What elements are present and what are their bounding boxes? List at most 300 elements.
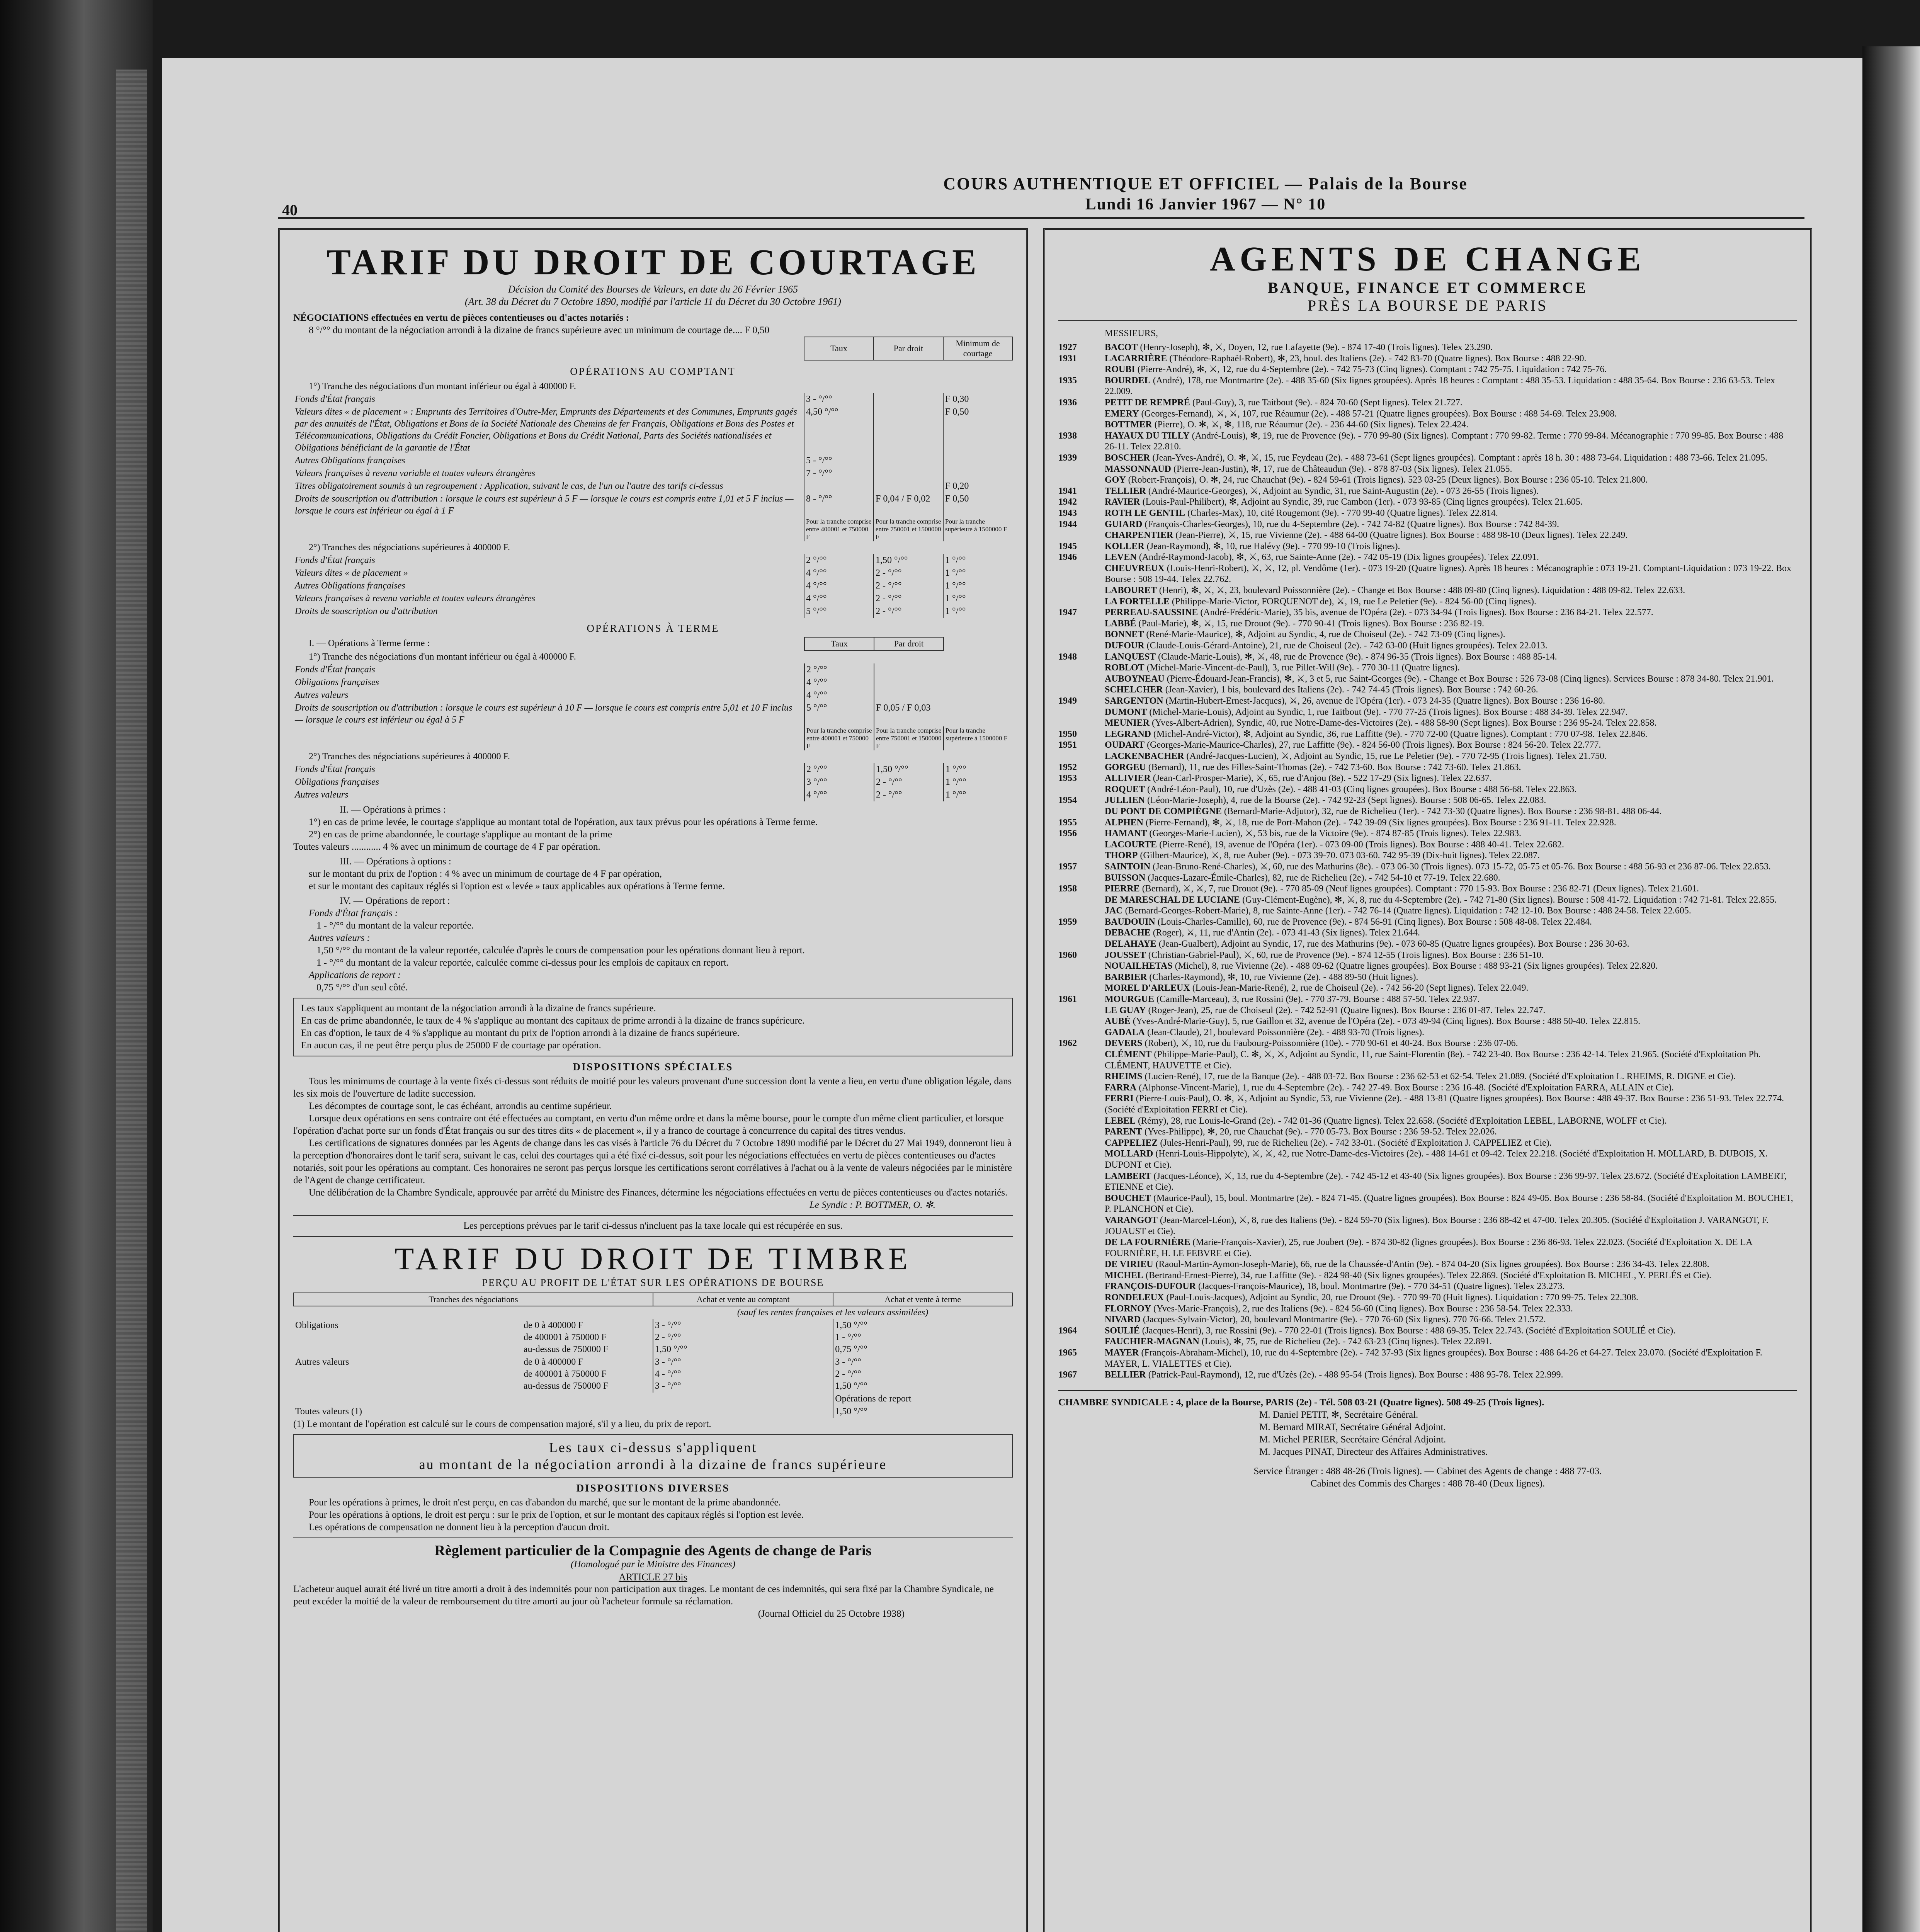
agent-entry (1058, 530, 1797, 541)
agent-entry (1058, 1292, 1797, 1303)
service-line-1: Service Étranger : 488 48-26 (Trois lignes). — Cabinet des Agents de change : 488 77-03. (1253, 1466, 1602, 1476)
agent-year: 1942 (1058, 497, 1077, 507)
comptant-row (293, 493, 1012, 517)
agent-details: (Yves-Philippe), ✻, 20, rue Chauchat (9e). - 770 05-73. Box Bourse : 236 59-52. Telex 22.026. (1144, 1127, 1497, 1137)
reglement-title: Règlement particulier de la Compagnie des Agents de change de Paris (434, 1543, 872, 1559)
agent-year: 1941 (1058, 486, 1077, 496)
terme-row-droit: F 0,05 / F 0,03 (874, 702, 944, 726)
agent-year: 1955 (1058, 817, 1077, 828)
agent-details: (Jean-Carl-Prosper-Marie), ⚔, 65, rue d'Anjou (8e). - 522 17-29 (Six lignes). Telex 22.637. (1153, 773, 1492, 784)
agent-name: LACARRIÈRE (1105, 353, 1167, 364)
agent-details: (Georges-Marie-Lucien), ⚔, 53 bis, rue de la Victoire (9e). - 874 87-85 (Trois lignes). Telex 22.983. (1149, 828, 1521, 839)
agent-year: 1960 (1058, 950, 1077, 960)
agent-year: 1951 (1058, 740, 1077, 750)
agent-name: FLORNOY (1105, 1303, 1151, 1314)
agent-name: GUIARD (1105, 519, 1143, 529)
agent-year: 1949 (1058, 696, 1077, 706)
tranche-row (293, 763, 1013, 776)
dispositions-diverses (293, 1497, 1013, 1534)
terme-tranche-header-2: Pour la tranche comprise entre 750001 et 1500000 F (874, 726, 944, 750)
comptant-row-taux (804, 480, 874, 493)
agent-entry (1058, 806, 1797, 817)
agent-name: EMERY (1105, 408, 1139, 419)
agent-details: (Jacques-Sylvain-Victor), 20, boulevard Montmartre (9e). - 770 76-60 (Six lignes). 770 76-66. Telex 21.572. (1143, 1315, 1546, 1325)
agents-subtitle-1: BANQUE, FINANCE ET COMMERCE (1268, 279, 1588, 296)
tranche-row (293, 789, 1013, 801)
agent-details: (Paul-Guy), 3, rue Taitbout (9e). - 824 70-60 (Sept lignes). Telex 21.727. (1192, 397, 1463, 408)
agent-name: MASSONNAUD (1105, 464, 1172, 474)
agent-name: DUFOUR (1105, 641, 1145, 651)
agent-details: (Bernard-Marie-Adjutor), 32, rue de Richelieu (1er). - 742 73-30 (Quatre lignes). Box Bourse : 236 98-81. 488 06-44. (1224, 806, 1662, 816)
disposition-paragraph: Les certifications de signatures données par les Agents de change dans les cas visés à l'article 76 du Décret du 7 Octobre 1890 modifié par le Décret du 27 Mai 1949, donneront lieu à la perception d'honoraires dont le tarif sera, suivant le cas, celui des courtages qui a été fixé ci-dessus, soit pour les négociations effectuées en vertu de pièces contentieuses ou d'actes notariés, soit pour les opérations au comptant. Ces honoraires ne seront pas perçus lorsque les certifications seront corrélatives à l'achat ou à la vente de valeurs négociées par le ministère de l'Agent de change certificateur. (293, 1138, 1012, 1185)
agent-name: VARANGOT (1105, 1215, 1158, 1225)
timbre-tranche-2: de 400001 à 750000 F (524, 1369, 607, 1379)
agents-title: AGENTS DE CHANGE (1210, 240, 1646, 278)
timbre-cell: 4 - °/°° (655, 1369, 681, 1379)
agent-year: 1927 (1058, 342, 1077, 352)
agent-entry (1058, 452, 1797, 464)
agent-name: MOREL D'ARLEUX (1105, 983, 1190, 993)
timbre-cell: 1,50 °/°° (835, 1381, 867, 1391)
agent-entry (1058, 519, 1797, 530)
tranche-row-a: 4 °/°° (804, 789, 874, 801)
comptant-row-taux: 8 - °/°° (804, 493, 874, 517)
agent-name: LAMBERT (1105, 1171, 1151, 1181)
tranche-row-label: Autres Obligations françaises (295, 581, 405, 591)
book-binding (0, 0, 153, 1932)
chambre-member: M. Michel PERIER, Secrétaire Général Adjoint. (1259, 1434, 1446, 1445)
agent-name: BELLIER (1105, 1370, 1146, 1380)
agent-details: (Jules-Henri-Paul), 99, rue de Richelieu (2e). - 742 33-01. (Société d'Exploitation J. CAPPELIEZ et Cie). (1160, 1138, 1552, 1148)
agent-entry (1058, 872, 1797, 884)
agent-details: (Georges-Fernand), ⚔, ⚔, 107, rue Réaumur (2e). - 488 57-21 (Quatre lignes groupées). Box Bourse : 488 54-69. Telex 23.908. (1141, 408, 1617, 419)
box-note-2: En cas de prime abandonnée, le taux de 4 % s'applique au montant des capitaux de prime arrondi à la dizaine de francs supérieure. (301, 1015, 805, 1026)
agent-details: (Pierre-André), ✻, ⚔, 12, rue du 4-Septembre (2e). - 742 75-73 (Cinq lignes). Comptant : 742 75-75. Liquidation : 742 75-76. (1137, 364, 1607, 375)
agent-entry (1058, 596, 1797, 607)
agent-name: ROQUET (1105, 784, 1145, 794)
agent-name: JOUSSET (1105, 950, 1146, 960)
agent-name: ROBLOT (1105, 663, 1145, 673)
agent-details: (Louis-Charles-Camille), 60, rue de Provence (9e). - 874 56-91 (Cinq lignes). Box Bourse : 508 48-08. Telex 22.484. (1157, 917, 1592, 927)
agent-name: BOURDEL (1105, 375, 1151, 386)
timbre-box-line1: Les taux ci-dessus s'appliquent (549, 1440, 757, 1455)
report-6: Applications de report : (309, 970, 401, 980)
agent-details: (Louis-Paul-Philibert), ✻, Adjoint au Syndic, 39, rue Cambon (1er). - 073 93-85 (Cinq lignes groupées). Telex 21.605. (1142, 497, 1583, 507)
agent-year: 1958 (1058, 884, 1077, 894)
agent-entry (1058, 563, 1797, 585)
agent-name: CHEUVREUX (1105, 563, 1165, 573)
divider (293, 1537, 1013, 1538)
report-1: Fonds d'État français : (309, 908, 398, 918)
terme-row-label: Fonds d'État français (295, 665, 375, 675)
terme-row-taux: 2 °/°° (804, 663, 874, 676)
agent-details: (Martin-Hubert-Ernest-Jacques), ⚔, 26, avenue de l'Opéra (1er). - 073 24-35 (Quatre lignes). Box Bourse : 236 16-80. (1165, 696, 1605, 706)
comptant-row-min (943, 467, 1012, 480)
agent-details: (Paul-Louis-Jacques), Adjoint au Syndic, 20, rue Drouot (9e). - 770 99-70 (Huit lignes). Liquidation : 770 99-75. Telex 22.308. (1166, 1293, 1639, 1303)
agent-entry (1058, 1347, 1797, 1369)
terme-tranche2: 2°) Tranches des négociations supérieures à 400000 F. (309, 752, 510, 762)
terme-col-par-droit: Par droit (874, 637, 944, 650)
timbre-cell: 3 - °/°° (655, 1357, 681, 1367)
agent-name: SARGENTON (1105, 696, 1163, 706)
agent-entry (1058, 1116, 1797, 1127)
agent-details: (Louis), ✻, 75, rue de Richelieu (2e). - 742 63-23 (Cinq lignes). Telex 22.891. (1201, 1337, 1492, 1347)
agent-year: 1957 (1058, 861, 1077, 872)
agent-details: (Rémy), 28, rue Louis-le-Grand (2e). - 742 01-36 (Quatre lignes). Telex 22.658. (Société d'Exploitation LEBEL, LABORNE, WOLFF et Cie). (1138, 1116, 1667, 1126)
agent-entry (1058, 1027, 1797, 1038)
agent-details: (Bernard), 11, rue des Filles-Saint-Thomas (2e). - 742 73-60. Box Bourse : 742 73-60. Telex 21.863. (1148, 762, 1521, 772)
tranche-row-b: 1,50 °/°° (874, 554, 943, 567)
agent-details: (Marie-François-Xavier), 25, rue Joubert (9e). - 874 30-82 (lignes groupées). Box Bourse : 236 86-93. Telex 22.023. (Société d'Exploitation X. DE LA FOURNIÈRE, H. LE FEBVRE et Cie). (1105, 1237, 1752, 1259)
timbre-toutes-value: 1,50 °/°° (833, 1405, 1012, 1418)
agent-year: 1931 (1058, 353, 1077, 364)
tranche-row-b: 2 - °/°° (874, 789, 944, 801)
agent-year: 1964 (1058, 1325, 1077, 1336)
agent-name: NIVARD (1105, 1315, 1141, 1325)
tranche-row (293, 776, 1013, 789)
agent-entry (1058, 795, 1797, 806)
agent-details: (Pierre-Fernand), ✻, ⚔, 18, rue de Port-Mahon (2e). - 742 39-09 (Six lignes groupées). Box Bourse : 236 91-11. Telex 22.928. (1146, 817, 1616, 828)
negociations-intro: NÉGOCIATIONS effectuées en vertu de pièces contentieuses ou d'actes notariés : (293, 313, 629, 323)
agent-details: (Jean-Xavier), 1 bis, boulevard des Italiens (2e). - 742 74-45 (Trois lignes). Box Bourse : 742 60-26. (1165, 685, 1538, 695)
agent-year: 1954 (1058, 795, 1077, 806)
agent-name: PIERRE (1105, 884, 1140, 894)
agent-name: JULLIEN (1105, 795, 1145, 806)
agent-entry (1058, 640, 1797, 651)
tranche-row-a: 2 °/°° (804, 763, 874, 776)
agent-entry (1058, 983, 1797, 994)
agent-entry (1058, 1215, 1797, 1237)
agent-year: 1952 (1058, 762, 1077, 772)
agent-name: MICHEL (1105, 1270, 1144, 1281)
agent-entry (1058, 1281, 1797, 1292)
right-column (1043, 228, 1812, 1932)
dispositions-speciales-heading: DISPOSITIONS SPÉCIALES (573, 1061, 733, 1073)
timbre-col-terme: Achat et vente à terme (833, 1293, 1012, 1306)
agent-details: (Alphonse-Vincent-Marie), 1, rue du 4-Septembre (2e). - 742 27-49. Box Bourse : 236 16-48. (Société d'Exploitation FARRA, ALLAIN et Cie). (1139, 1082, 1674, 1093)
agent-details: (Pierre), O. ✻, ⚔, ✻, 118, rue Réaumur (2e). - 236 44-60 (Six lignes). Telex 22.424. (1154, 420, 1469, 430)
agent-details: (Yves-André-Marie-Guy), 5, rue Gaillon et 32, avenue de l'Opéra (2e). - 073 49-94 (Cinq lignes). Box Bourse : 488 50-40. Telex 22.815. (1133, 1016, 1641, 1027)
agent-details: (Jacques-Henri), 3, rue Rossini (9e). - 770 22-01 (Trois lignes). Box Bourse : 488 69-35. Telex 22.743. (Société d'Exploitation SOULIÉ et Cie). (1142, 1325, 1676, 1336)
tranche-row-b: 2 - °/°° (874, 776, 944, 789)
agent-details: (Louis-Henri-Robert), ⚔, ⚔, 12, pl. Vendôme (1er). - 073 19-20 (Quatre lignes). Après 18 heures : Mécanographie : 073 19-21. Comptant-Liquidation : 073 19-22. Box Bourse : 508 19-44. Telex 22.762. (1105, 563, 1791, 585)
agent-entry (1058, 762, 1797, 773)
agent-details: (René-Marie-Maurice), ✻, Adjoint au Syndic, 4, rue de Choiseul (2e). - 742 73-09 (Cinq lignes). (1146, 629, 1505, 640)
agent-year: 1938 (1058, 430, 1077, 441)
agent-year: 1967 (1058, 1370, 1077, 1380)
comptant-row-label: Droits de souscription ou d'attribution : lorsque le cours est supérieur à 5 F — lorsque le cours est compris entre 1,01 et 5 F inclus — lorsque le cours est inférieur ou égal à 1 F (295, 494, 794, 516)
agent-details: (Henri-Louis-Hippolyte), ⚔, ⚔, 42, rue Notre-Dame-des-Victoires (2e). - 488 14-61 et 09-42. Telex 22.218. (Société d'Exploitation H. MOLLARD, B. DUBOIS, X. DUPONT et Cie). (1105, 1149, 1768, 1170)
agent-entry (1058, 1171, 1797, 1193)
agent-details: (André-Maurice-Georges), ⚔, Adjoint au Syndic, 31, rue Saint-Augustin (2e). - 073 26-55 (Trois lignes). (1148, 486, 1539, 496)
agent-entry (1058, 1259, 1797, 1270)
chambre-address: CHAMBRE SYNDICALE : 4, place de la Bourse, PARIS (2e) - Tél. 508 03-21 (Quatre lignes). 508 49-25 (Trois lignes). (1058, 1397, 1544, 1408)
agent-year: 1953 (1058, 773, 1077, 784)
agent-entry (1058, 1093, 1797, 1115)
timbre-cell: 2 - °/°° (655, 1332, 681, 1342)
comptant-table (293, 337, 1013, 618)
agent-name: DEBACHE (1105, 928, 1151, 938)
agent-entry (1058, 740, 1797, 751)
disposition-paragraph: Une délibération de la Chambre Syndicale, approuvée par arrêté du Ministre des Finances, détermine les négociations effectuées en vertu de pièces contentieuses ou d'actes notariés. (309, 1187, 1008, 1198)
terme-row-label: Autres valeurs (295, 690, 349, 700)
agent-name: NOUAILHETAS (1105, 961, 1173, 971)
options-heading: III. — Opérations à options : (340, 856, 451, 867)
agent-details: (Claude-Marie-Louis), ✻, ⚔, 48, rue de Provence (9e). - 874 96-35 (Trois lignes). Box Bourse : 488 85-14. (1158, 651, 1557, 662)
terme-row-droit (874, 689, 944, 702)
comptant-row-droit (874, 406, 943, 454)
comptant-row-label: Fonds d'État français (295, 394, 375, 404)
terme-row (293, 689, 1013, 702)
terme-row-empty (944, 676, 1013, 689)
agent-details: (André-Frédéric-Marie), 35 bis, avenue de l'Opéra (2e). - 073 34-94 (Trois lignes). Box Bourse : 236 84-21. Telex 22.577. (1200, 607, 1653, 618)
terme-row-taux: 4 °/°° (804, 689, 874, 702)
courtage-title: TARIF DU DROIT DE COURTAGE (327, 242, 980, 282)
agent-entry (1058, 1325, 1797, 1337)
tranche-row-label: Valeurs dites « de placement » (295, 568, 408, 578)
agent-details: (Paul-Marie), ✻, ⚔, 15, rue Drouot (9e). - 770 90-41 (Trois lignes). Box Bourse : 236 82-19. (1138, 618, 1484, 629)
agent-name: RHEIMS (1105, 1071, 1143, 1082)
agent-name: CLÉMENT (1105, 1049, 1152, 1060)
timbre-toutes-label: Toutes valeurs (1) (295, 1406, 362, 1417)
comptant-row (293, 467, 1012, 480)
agent-entry (1058, 585, 1797, 596)
agent-entry (1058, 861, 1797, 872)
agent-entry (1058, 673, 1797, 685)
agent-entry (1058, 353, 1797, 364)
agent-name: DE LA FOURNIÈRE (1105, 1237, 1190, 1248)
comptant-tranche1: 1°) Tranche des négociations d'un montant inférieur ou égal à 400000 F. (309, 381, 576, 391)
timbre-table (293, 1293, 1013, 1418)
agent-name: SOULIÉ (1105, 1325, 1140, 1336)
options-1: sur le montant du prix de l'option : 4 % avec un minimum de courtage de 4 F par opération, (309, 869, 662, 879)
dispositions-speciales (293, 1075, 1013, 1199)
agent-entry (1058, 707, 1797, 718)
agent-details: (Jean-Claude), 21, boulevard Poissonnière (2e). - 488 93-70 (Trois lignes). (1147, 1027, 1424, 1037)
tranche-row-c: 1 °/°° (943, 567, 1012, 580)
agent-year: 1936 (1058, 397, 1077, 408)
reglement-article: ARTICLE 27 bis (619, 1571, 687, 1583)
agent-entry (1058, 1336, 1797, 1347)
box-note-4: En aucun cas, il ne peut être perçu plus de 25000 F de courtage par opération. (301, 1040, 601, 1051)
agent-entry (1058, 751, 1797, 762)
agent-name: RONDELEUX (1105, 1293, 1164, 1303)
agent-name: RAVIER (1105, 497, 1140, 507)
agent-details: (Jacques-François-Maurice), 18, boul. Montmartre (9e). - 770 34-51 (Quatre lignes). Telex 23.273. (1198, 1281, 1565, 1292)
terme-tranche1: 1°) Tranche des négociations d'un montant inférieur ou égal à 400000 F. (309, 652, 576, 662)
agent-name: DUMONT (1105, 707, 1147, 717)
agent-name: DE MARESCHAL DE LUCIANE (1105, 895, 1240, 905)
comptant-row-droit (874, 454, 943, 467)
tranche-row-label: Valeurs françaises à revenu variable et toutes valeurs étrangères (295, 594, 536, 604)
tranche-row-a: 3 °/°° (804, 776, 874, 789)
agent-entry (1058, 397, 1797, 408)
comptant-row-droit (874, 467, 943, 480)
tranche-row-label: Droits de souscription ou d'attribution (295, 606, 438, 616)
agent-name: DE VIRIEU (1105, 1259, 1153, 1270)
comptant-row-label: Valeurs françaises à revenu variable et toutes valeurs étrangères (295, 468, 536, 478)
agent-details: (Jacques-Léonce), ⚔, 13, rue du 4-Septembre (2e). - 742 45-12 et 43-40 (Six lignes groupées). Box Bourse : 236 99-97. Telex 23.672. (Société d'Exploitation LAMBERT, ETIENNE et Cie). (1105, 1171, 1787, 1192)
agent-details: (Charles-Max), 10, cité Rougemont (9e). - 770 99-40 (Quatre lignes). Telex 22.814. (1187, 508, 1498, 518)
agent-entry (1058, 994, 1797, 1005)
col-taux: Taux (804, 337, 874, 360)
timbre-cell: 1,50 °/°° (655, 1344, 687, 1354)
tranche-row (293, 554, 1012, 567)
agent-entry (1058, 1237, 1797, 1259)
agent-year: 1943 (1058, 508, 1077, 518)
agent-entry (1058, 629, 1797, 640)
report-2: 1 - °/°° du montant de la valeur reportée. (316, 920, 474, 931)
agent-name: ROTH LE GENTIL (1105, 508, 1185, 518)
timbre-obligations-label: Obligations (295, 1320, 338, 1330)
agent-entry (1058, 1138, 1797, 1149)
diverse-paragraph: Pour les opérations à options, le droit est perçu : sur le prix de l'option, et sur le montant des capitaux réglés si l'option est levée. (309, 1510, 804, 1520)
timbre-cell: 0,75 °/°° (835, 1344, 867, 1354)
agent-name: TELLIER (1105, 486, 1146, 496)
page-number: 40 (282, 201, 298, 219)
divider (293, 1215, 1013, 1216)
tranche-row (293, 580, 1012, 592)
agent-entry (1058, 696, 1797, 707)
timbre-subtitle: PERÇU AU PROFIT DE L'ÉTAT SUR LES OPÉRATIONS DE BOURSE (482, 1277, 824, 1288)
tranche-row-label: Autres valeurs (295, 790, 349, 800)
divider (293, 1236, 1013, 1237)
box-note-1: Les taux s'appliquent au montant de la négociation arrondi à la dizaine de francs supérieure. (301, 1003, 656, 1014)
primes-abandonnee: 2°) en cas de prime abandonnée, le courtage s'applique au montant de la prime (309, 829, 612, 840)
agent-year: 1948 (1058, 651, 1077, 662)
agent-details: (Guy-Clément-Eugène), ✻, ⚔, 8, rue du 4-Septembre (2e). - 742 71-80 (Six lignes). Bourse : 508 41-72. Liquidation : 742 71-81. Telex 22.855. (1242, 895, 1777, 905)
agent-name: CAPPELIEZ (1105, 1138, 1158, 1148)
tranche-row-b: 2 - °/°° (874, 567, 943, 580)
agent-details: (Pierre-René), 19, avenue de l'Opéra (1er). - 073 09-00 (Trois lignes). Box Bourse : 488 40-41. Telex 22.682. (1159, 839, 1564, 850)
agent-name: LA FORTELLE (1105, 596, 1170, 607)
agent-name: CHARPENTIER (1105, 530, 1173, 541)
terme-row-empty (944, 702, 1013, 726)
agent-entry (1058, 474, 1797, 486)
agent-name: FARRA (1105, 1082, 1137, 1093)
terme-row (293, 702, 1013, 726)
agent-name: LE GUAY (1105, 1005, 1146, 1015)
chambre-member: M. Jacques PINAT, Directeur des Affaires Administratives. (1259, 1446, 1488, 1457)
report-5: 1 - °/°° du montant de la valeur reportée, calculée comme ci-dessus pour les emplois de capitaux en report. (316, 957, 729, 968)
chambre-member: M. Daniel PETIT, ✻, Secrétaire Général. (1259, 1409, 1418, 1420)
agent-name: DELAHAYE (1105, 939, 1156, 949)
timbre-report-label: Opérations de report (833, 1393, 1012, 1405)
left-column (278, 228, 1028, 1932)
comptant-row-taux: 5 - °/°° (804, 454, 874, 467)
terme-tranche-header-1: Pour la tranche comprise entre 400001 et 750000 F (804, 726, 874, 750)
agent-details: (Yves-Marie-François), 2, rue des Italiens (9e). - 824 56-60 (Cinq lignes). Box Bourse : 236 58-54. Telex 22.333. (1153, 1303, 1573, 1314)
agent-name: BUISSON (1105, 872, 1146, 883)
timbre-note: (1) Le montant de l'opération est calculé sur le cours de compensation majoré, s'il y a lieu, du prix de report. (293, 1419, 711, 1429)
agent-name: LABOURET (1105, 585, 1157, 596)
agent-year: 1965 (1058, 1348, 1077, 1358)
agent-year: 1950 (1058, 729, 1077, 739)
service-info (1058, 1465, 1797, 1490)
agent-details: (Louis-Jean-Marie-René), 2, rue de Choiseul (2e). - 742 56-20 (Sept lignes). Telex 22.049. (1192, 983, 1529, 993)
agent-name: GADALA (1105, 1027, 1145, 1037)
agent-details: (Henri), ✻, ⚔, ⚔, 23, boulevard Poissonnière (2e). - Change et Box Bourse : 488 09-80 (Cinq lignes). Liquidation : 488 09-82. Telex 22.633. (1159, 585, 1685, 596)
agent-entry (1058, 917, 1797, 928)
tranche-row-b: 2 - °/°° (874, 592, 943, 605)
agent-name: HAMANT (1105, 828, 1147, 839)
agent-entry (1058, 927, 1797, 939)
comptant-row-droit: F 0,04 / F 0,02 (874, 493, 943, 517)
agent-details: (André), 178, rue Montmartre (2e). - 488 35-60 (Six lignes groupées). Après 18 heures : Comptant : 488 35-53. Liquidation : 488 35-64. Box Bourse : 236 63-53. Telex 22.009. (1105, 375, 1775, 397)
report-4: 1,50 °/°° du montant de la valeur reportée, calculée d'après le cours de compensation pour les opérations donnant lieu à report. (316, 945, 805, 956)
tranche-row (293, 605, 1012, 618)
agent-year: 1956 (1058, 828, 1077, 839)
tranche-header-3: Pour la tranche supérieure à 1500000 F (943, 517, 1012, 541)
agent-entry (1058, 1126, 1797, 1138)
agent-name: LACKENBACHER (1105, 751, 1184, 761)
timbre-tranche-3: au-dessus de 750000 F (524, 1344, 609, 1354)
agent-name: ALLIVIER (1105, 773, 1151, 784)
agent-entry (1058, 961, 1797, 972)
tranche-row-c: 1 °/°° (943, 605, 1012, 618)
comptant-row-label: Valeurs dites « de placement » : Emprunts des Territoires d'Outre-Mer, Emprunts des Départements et des Communes, Emprunts gagés par des annuités de l'État, Obligations et Bons de la Société Nationale des Chemins de fer Français, Obligations et Bons des Postes et Télécommunications, Obligations du Crédit Foncier, Obligations et Bons du Crédit National, Parts des Sociétés nationalisées et Obligations bénéficiant de la garantie de l'État (295, 407, 797, 453)
agent-entry (1058, 850, 1797, 861)
agent-details: (Jean-Pierre), ⚔, 15, rue Vivienne (2e). - 488 64-00 (Quatre lignes). Box Bourse : 488 98-10 (Deux lignes). Telex 22.249. (1175, 530, 1628, 541)
timbre-col-tranches: Tranches des négociations (294, 1293, 653, 1306)
agent-name: BONNET (1105, 629, 1144, 640)
agent-details: (Patrick-Paul-Raymond), 12, rue d'Uzès (2e). - 488 95-54 (Trois lignes). Box Bourse : 488 95-78. Telex 22.999. (1148, 1370, 1563, 1380)
agent-year: 1961 (1058, 994, 1077, 1005)
terme-row-label: Droits de souscription ou d'attribution : lorsque le cours est supérieur à 10 F — lorsque le cours est compris entre 5,01 et 10 F inclus — lorsque le cours est inférieur ou égal à 5 F (295, 703, 792, 725)
agent-year: 1935 (1058, 375, 1077, 386)
agent-entry (1058, 375, 1797, 397)
agent-details: (Claude-Louis-Gérard-Antoine), 21, rue de Choiseul (2e). - 742 63-00 (Huit lignes groupées). Telex 22.013. (1146, 641, 1548, 651)
timbre-cell: 1,50 °/°° (835, 1320, 867, 1330)
comptant-row (293, 480, 1012, 493)
header-rule (278, 217, 1804, 219)
terme-heading: OPÉRATIONS À TERME (587, 622, 719, 634)
timbre-tranche-1: de 0 à 400000 F (524, 1357, 583, 1367)
agent-details: (André-Jacques-Lucien), ⚔, Adjoint au Syndic, 15, rue Le Peletier (9e). - 770 72-95 (Trois lignes). Telex 21.750. (1186, 751, 1607, 761)
tranche-row-a: 2 °/°° (804, 554, 874, 567)
tranche-row-b: 1,50 °/°° (874, 763, 944, 776)
timbre-cell: 1 - °/°° (835, 1332, 861, 1342)
agent-name: GOY (1105, 475, 1126, 485)
tranche-row-a: 5 °/°° (804, 605, 874, 618)
agent-name: LEGRAND (1105, 729, 1151, 739)
timbre-cell: 3 - °/°° (655, 1320, 681, 1330)
agent-entry (1058, 408, 1797, 420)
agent-entry (1058, 1082, 1797, 1094)
agent-name: HAYAUX DU TILLY (1105, 430, 1190, 441)
agent-entry (1058, 607, 1797, 618)
agent-details: (Maurice-Paul), 15, boul. Montmartre (2e). - 824 71-45. (Quatre lignes groupées). Box Bourse : 824 49-05. Box Bourse : 236 58-84. (Société d'Exploitation M. BOUCHET, P. PLANCHON et Cie). (1105, 1193, 1793, 1214)
timbre-box (293, 1434, 1013, 1478)
agent-name: PETIT DE REMPRÉ (1105, 397, 1190, 408)
agent-details: (Roger), ⚔, 11, rue d'Antin (2e). - 073 41-43 (Six lignes). Telex 21.644. (1153, 928, 1420, 938)
agent-name: AUBOYNEAU (1105, 673, 1165, 684)
primes-heading: II. — Opérations à primes : (340, 804, 446, 815)
courtage-decision: Décision du Comité des Bourses de Valeurs, en date du 26 Février 1965 (508, 284, 798, 295)
agent-details: (Charles-Raymond), ✻, 10, rue Vivienne (2e). - 488 89-50 (Huit lignes). (1149, 972, 1418, 982)
agent-entry (1058, 839, 1797, 850)
agent-name: FRANÇOIS-DUFOUR (1105, 1281, 1196, 1292)
agent-year: 1945 (1058, 541, 1077, 551)
terme-row (293, 663, 1013, 676)
timbre-cell: 2 - °/°° (835, 1369, 861, 1379)
agent-details: (Christian-Gabriel-Paul), ⚔, 60, rue de Provence (9e). - 874 12-55 (Trois lignes). Box Bourse : 236 51-10. (1148, 950, 1544, 960)
agent-details: (Georges-Marie-Maurice-Charles), 27, rue Laffitte (9e). - 824 56-00 (Trois lignes). Box Bourse : 824 56-20. Telex 22.777. (1147, 740, 1601, 750)
comptant-row-droit (874, 480, 943, 493)
agent-details: (Bertrand-Ernest-Pierre), 34, rue Laffitte (9e). - 824 98-40 (Six lignes groupées). Telex 22.869. (Société d'Exploitation B. MICHEL, Y. PERLÉS et Cie). (1146, 1270, 1712, 1281)
agent-entry (1058, 950, 1797, 961)
disposition-paragraph: Tous les minimums de courtage à la vente fixés ci-dessus sont réduits de moitié pour les valeurs provenant d'une succession dont la vente a lieu, en vertu d'une obligation légale, dans les six mois de l'ouverture de ladite succession. (293, 1076, 1012, 1099)
